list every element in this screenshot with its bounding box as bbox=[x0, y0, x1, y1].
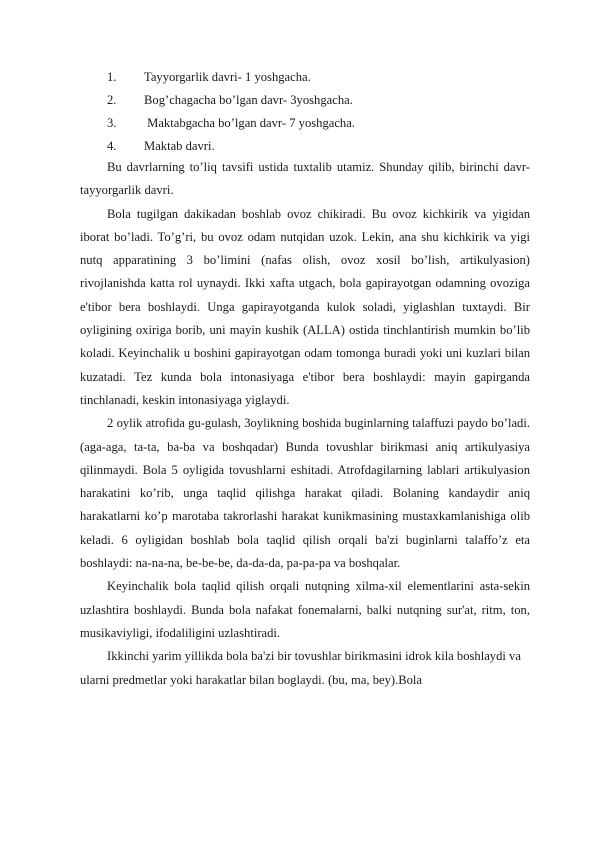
list-number: 3. bbox=[107, 116, 117, 130]
list-number: 4. bbox=[107, 139, 117, 153]
body-text bbox=[80, 156, 530, 692]
list-text: Tayyorgarlik davri- 1 yoshgacha. bbox=[144, 70, 311, 84]
list-item bbox=[107, 89, 355, 112]
paragraph: Ikkinchi yarim yillikda bola ba'zi bir tovushlar birikmasini idrok kila boshlaydi va ularni predmetlar yoki harakatlar bilan boglaydi. (bu, ma, bey).Bola bbox=[80, 649, 521, 687]
numbered-list bbox=[107, 66, 355, 158]
paragraph: 2 oylik atrofida gu-gulash, 3oylikning boshida buginlarning talaffuzi paydo bo’ladi.(aga-aga, ta-ta, ba-ba va boshqadar) Bunda tovushlar birikmasi aniq artikulyasiya qilinmaydi. Bola 5 oyligida tovushlarni eshitadi. Atrofdagilarning lablari artikulyasion harakatini ko’rib, unga taqlid qilishga harakat qiladi. Bolaning kandaydir aniq harakatlarni ko’p marotaba takrorlashi harakat kunikmasining mustaxkamlanishiga olib keladi. 6 oyligidan boshlab bola taqlid qilish orqali ba'zi buginlarni talaffo’z eta boshlaydi: na-na-na, be-be-be, da-da-da, pa-pa-pa va boshqalar. bbox=[80, 416, 530, 571]
list-text: Bog’chagacha bo’lgan davr- 3yoshgacha. bbox=[144, 93, 353, 107]
list-number: 1. bbox=[107, 70, 117, 84]
paragraph: Bola tugilgan dakikadan boshlab ovoz chikiradi. Bu ovoz kichkirik va yigidan iborat bo’ladi. To’g’ri, bu ovoz odam nutqidan uzok. Lekin, ana shu kichkirik va yigi nutq apparatining 3 bo’limini (nafas olish, ovoz xosil bo’lish, artikulyasion) rivojlanishda katta rol uynaydi. Ikki xafta utgach, bola gapirayotgan odamning ovoziga e'tibor bera boshlaydi. Unga gapirayotganda kulok soladi, yiglashlan tuxtaydi. Bir oyligining oxiriga borib, uni mayin kushik (ALLA) ostida tinchlantirish mumkin bo’lib koladi. Keyinchalik u boshini gapirayotgan odam tomonga buradi yoki uni kuzlari bilan kuzatadi. Tez kunda bola intonasiyaga e'tibor bera boshlaydi: mayin gapirganda tinchlanadi, keskin intonasiyaga yiglaydi. bbox=[80, 206, 530, 407]
list-item bbox=[107, 135, 355, 158]
list-text: Maktabgacha bo’lgan davr- 7 yoshgacha. bbox=[144, 116, 355, 130]
list-number: 2. bbox=[107, 93, 117, 107]
paragraph: Keyinchalik bola taqlid qilish orqali nutqning xilma-xil elementlarini asta-sekin uzlashtira boshlaydi. Bunda bola nafakat fonemalarni, balki nutqning sur'at, ritm, ton, musikaviyligi, ifodaliligini uzlashtiradi. bbox=[80, 579, 530, 640]
paragraph: Bu davrlarning to’liq tavsifi ustida tuxtalib utamiz. Shunday qilib, birinchi davr-tayyorgarlik davri. bbox=[80, 160, 530, 198]
list-item bbox=[107, 66, 355, 89]
list-item bbox=[107, 112, 355, 135]
list-text: Maktab davri. bbox=[144, 139, 215, 153]
